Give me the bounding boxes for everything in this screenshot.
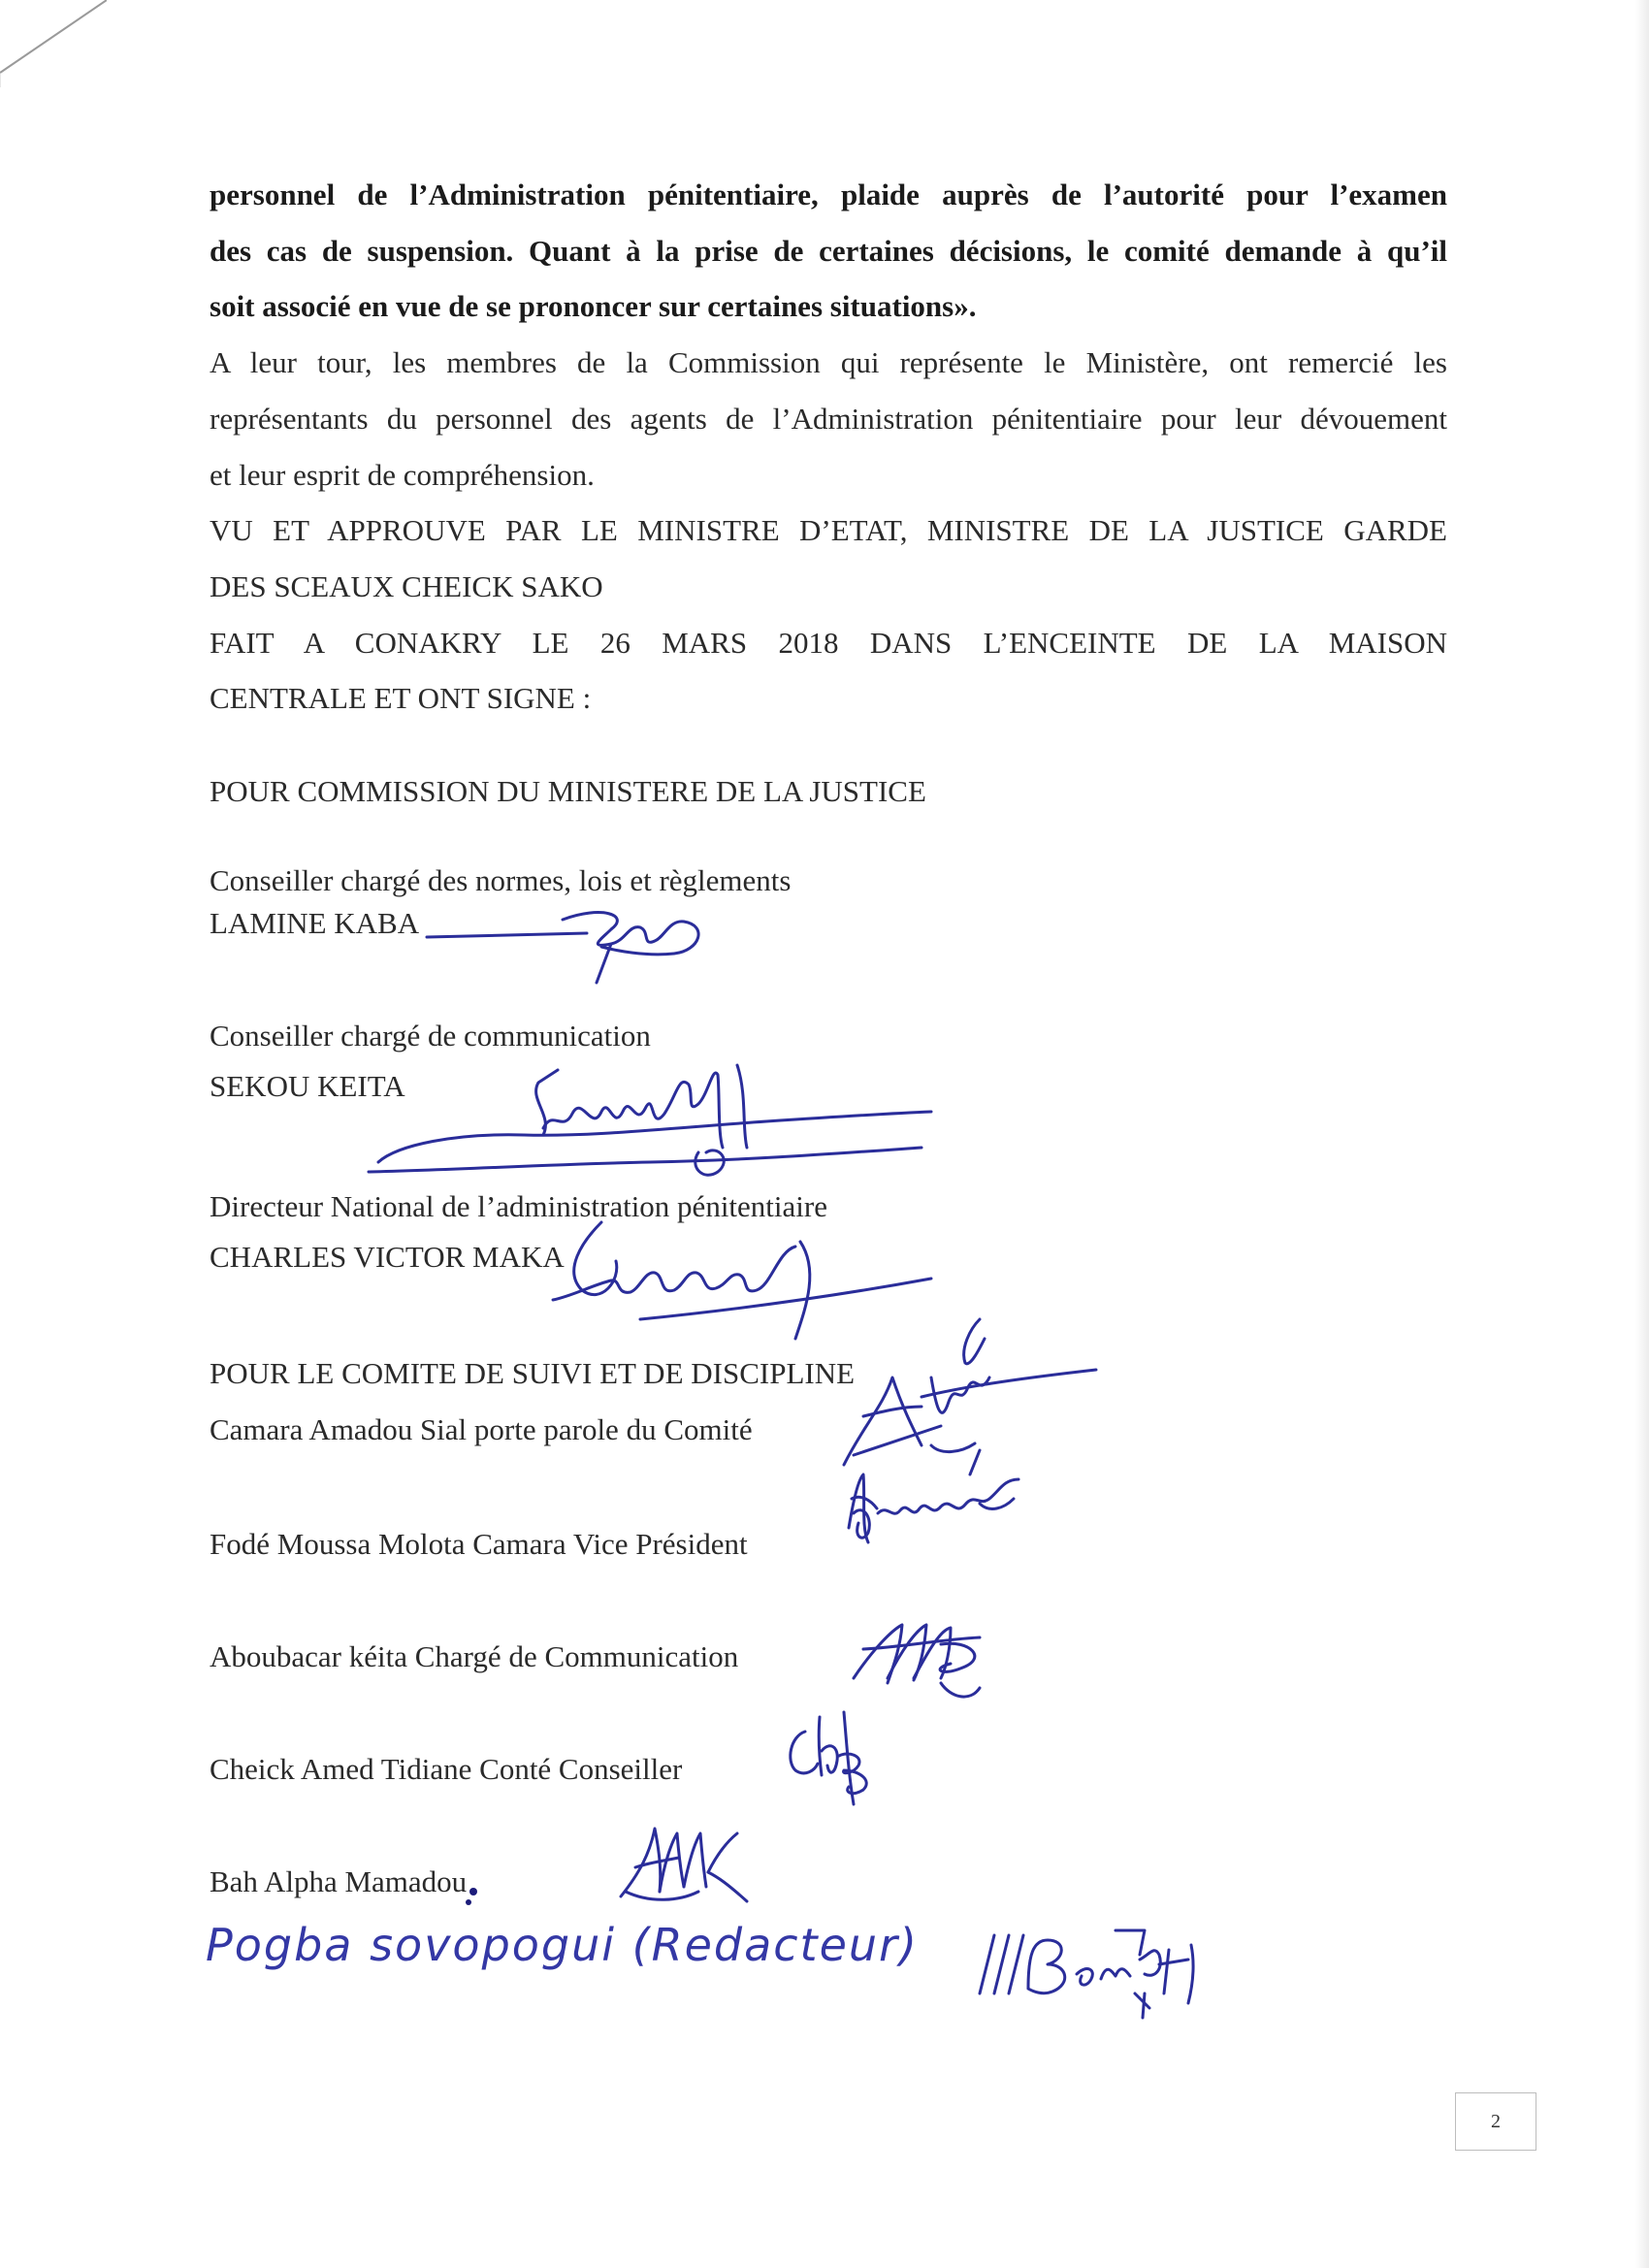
text-line: FAIT A CONAKRY LE 26 MARS 2018 DANS L’ENCEINTE DE LA MAISON (210, 625, 1447, 660)
text-line: DES SCEAUX CHEICK SAKO (210, 568, 603, 603)
committee-member: Fodé Moussa Molota Camara Vice Président (210, 1527, 748, 1561)
paragraph-bold (210, 167, 1447, 335)
signatory-name: SEKOU KEITA (210, 1069, 405, 1103)
signatory-role: Conseiller chargé de communication (210, 1019, 651, 1053)
paragraph-place-date (210, 615, 1447, 727)
handwritten-note: Pogba sovopogui (Redacteur) (206, 1919, 919, 1971)
committee-member: Aboubacar kéita Chargé de Communication (210, 1639, 739, 1673)
text-line: des cas de suspension. Quant à la prise de certaines décisions, le comité demande à qu’il (210, 233, 1447, 268)
signature-kaba (417, 891, 728, 988)
signature-bah (611, 1814, 757, 1911)
page-edge-shadow (1635, 0, 1649, 2268)
signatory-role: Conseiller chargé des normes, lois et règlements (210, 863, 792, 897)
committee-member: Cheick Amed Tidiane Conté Conseiller (210, 1752, 683, 1786)
signature-conte (771, 1707, 897, 1814)
text-line: personnel de l’Administration pénitentiaire, plaide auprès de l’autorité pour l’examen (210, 178, 1447, 211)
paragraph-thanks (210, 335, 1447, 502)
signatory-role: Directeur National de l’administration pénitentiaire (210, 1189, 827, 1223)
committee-member: Camara Amadou Sial porte parole du Comité (210, 1412, 753, 1446)
page-number: 2 (1455, 2092, 1536, 2151)
text-line: et leur esprit de compréhension. (210, 457, 595, 492)
paragraph-approval (210, 502, 1447, 614)
ink-speck (466, 1899, 471, 1905)
signature-camara-sial (824, 1310, 1116, 1484)
text-line: A leur tour, les membres de la Commission qui représente le Ministère, ont remercié les (210, 345, 1447, 380)
text-line: VU ET APPROUVE PAR LE MINISTRE D’ETAT, MINISTRE DE LA JUSTICE GARDE (210, 513, 1447, 548)
commission-heading: POUR COMMISSION DU MINISTERE DE LA JUSTICE (210, 774, 926, 808)
folded-corner (0, 0, 107, 87)
committee-heading: POUR LE COMITE DE SUIVI ET DE DISCIPLINE (210, 1356, 856, 1390)
signature-molota (834, 1460, 1028, 1557)
signatory-name: LAMINE KABA (210, 906, 420, 940)
signatory-name: CHARLES VICTOR MAKA (210, 1240, 565, 1274)
text-line: soit associé en vue de se prononcer sur certaines situations». (210, 289, 977, 324)
document-body (210, 167, 1447, 727)
signature-aboubacar (844, 1610, 1009, 1707)
signature-redacteur (970, 1916, 1203, 2023)
ink-speck (469, 1888, 477, 1895)
text-line: CENTRALE ET ONT SIGNE : (210, 681, 592, 716)
text-line: représentants du personnel des agents de l’Administration pénitentiaire pour leur dévouement (210, 401, 1447, 436)
signature-keita (359, 1055, 941, 1191)
committee-member: Bah Alpha Mamadou (210, 1864, 468, 1898)
